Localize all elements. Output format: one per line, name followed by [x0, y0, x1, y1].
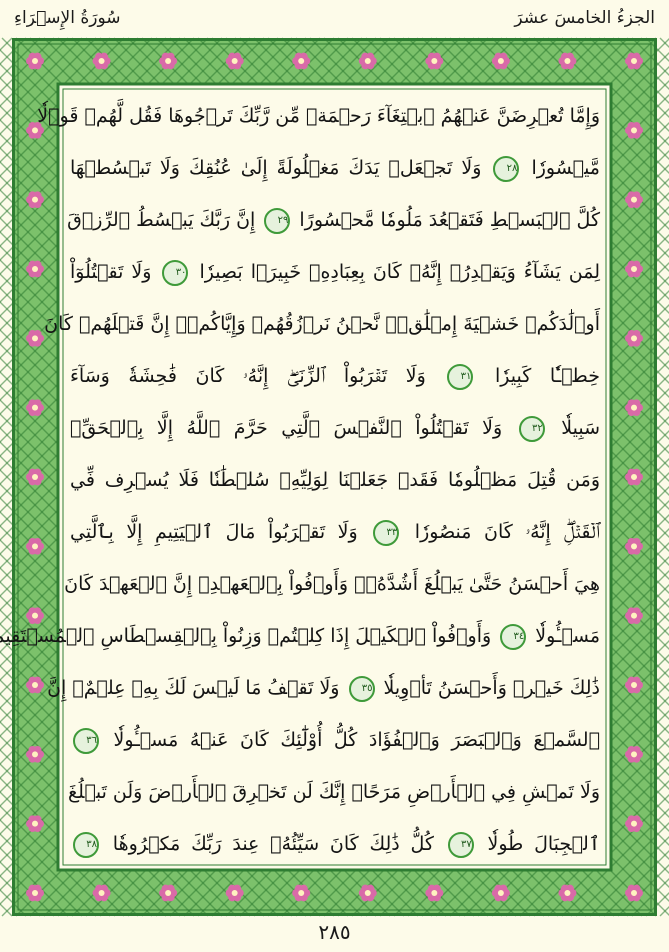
verse-text: سَبِيلٗا: [561, 417, 600, 439]
frame-flower-center: [298, 58, 304, 64]
frame-flower-center: [32, 197, 38, 203]
ayah-number-marker: ٣٦: [73, 728, 99, 754]
frame-flower-center: [365, 890, 371, 896]
verse-line: [70, 764, 600, 821]
frame-flower-center: [498, 890, 504, 896]
verse-line: [70, 452, 600, 509]
ayah-number-marker: ٣٥: [349, 676, 375, 702]
frame-flower-center: [631, 682, 637, 688]
verse-line: [70, 348, 600, 405]
frame-flower-center: [32, 335, 38, 341]
verse-text: وَلَا تَقۡرَبُواْ مَالَ ٱلۡيَتِيمِ إِلَّا بِٱلَّتِي: [70, 521, 358, 543]
ayah-number-marker: ٣٨: [73, 832, 99, 858]
verse-text: وَإِمَّا تُعۡرِضَنَّ عَنۡهُمُ ٱبۡتِغَآءَ رَحۡمَةٖ مِّن رَّبِّكَ تَرۡجُوهَا فَقُل لَّهُمۡ قَوۡلٗا: [37, 105, 600, 127]
frame-flower-center: [298, 890, 304, 896]
verse-text: وَمَن قُتِلَ مَظۡلُومٗا فَقَدۡ جَعَلۡنَا لِوَلِيِّهِۦ سُلۡطَٰنٗا فَلَا يُسۡرِف فِّي: [70, 469, 600, 491]
ayah-number-marker: ٢٩: [264, 208, 290, 234]
ayah-number-marker: ٣١: [447, 364, 473, 390]
frame-flower-center: [32, 266, 38, 272]
frame-flower-center: [431, 890, 437, 896]
frame-flower-center: [232, 890, 238, 896]
verse-line: [64, 556, 600, 613]
frame-flower-center: [32, 821, 38, 827]
frame-flower-center: [365, 58, 371, 64]
page-header: [0, 0, 669, 38]
verse-text: خِطۡـٔٗا كَبِيرٗا: [495, 365, 600, 387]
frame-flower-center: [165, 890, 171, 896]
verse-line: [67, 192, 600, 249]
verse-line: [70, 244, 600, 301]
frame-flower-center: [32, 58, 38, 64]
verse-text: وَلَا تَمۡشِ فِي ٱلۡأَرۡضِ مَرَحًاۖ إِنَّكَ لَن تَخۡرِقَ ٱلۡأَرۡضَ وَلَن تَبۡلُغَ: [68, 781, 600, 803]
verse-text: مَّيۡسُورٗا: [531, 157, 600, 179]
frame-flower-center: [631, 890, 637, 896]
verse-line: [0, 608, 600, 665]
frame-flower-center: [631, 613, 637, 619]
ayah-number-marker: ٣٢: [519, 416, 545, 442]
verse-text: كُلُّ ذَٰلِكَ كَانَ سَيِّئُهُۥ عِندَ رَبِّكَ مَكۡرُوهٗا: [112, 833, 434, 855]
frame-flower-center: [631, 266, 637, 272]
juz-label: الجزءُ الخامسَ عشرَ: [514, 8, 655, 28]
frame-flower-center: [631, 58, 637, 64]
verse-text: مَسۡـُٔولٗا: [535, 625, 600, 647]
verse-text: ذَٰلِكَ خَيۡرٞ وَأَحۡسَنُ تَأۡوِيلٗا: [383, 677, 600, 699]
verse-text: وَلَا تَجۡعَلۡ يَدَكَ مَغۡلُولَةً إِلَىٰ عُنُقِكَ وَلَا تَبۡسُطۡهَا: [70, 157, 482, 179]
frame-flower-center: [32, 543, 38, 549]
frame-flower-center: [32, 405, 38, 411]
frame-flower-center: [564, 58, 570, 64]
frame-flower-center: [99, 58, 105, 64]
verse-text: وَأَوۡفُواْ ٱلۡكَيۡلَ إِذَا كِلۡتُمۡ وَزِنُواْ بِٱلۡقِسۡطَاسِ ٱلۡمُسۡتَقِيمِۚ: [0, 625, 492, 647]
frame-flower-center: [631, 821, 637, 827]
page-number: ٢٨٥: [318, 920, 351, 944]
verse-line: [47, 660, 600, 717]
verse-text: لِمَن يَشَآءُ وَيَقۡدِرُۚ إِنَّهُۥ كَانَ بِعِبَادِهِۦ خَبِيرَۢا بَصِيرٗا: [199, 261, 600, 283]
ayah-number-marker: ٣٧: [448, 832, 474, 858]
verse-line: [70, 816, 600, 873]
verse-text: ٱلۡجِبَالَ طُولٗا: [487, 833, 600, 855]
frame-flower-center: [631, 751, 637, 757]
frame-flower-center: [99, 890, 105, 896]
frame-flower-center: [32, 751, 38, 757]
frame-flower-center: [631, 543, 637, 549]
frame-flower-center: [631, 127, 637, 133]
verse-text: هِيَ أَحۡسَنُ حَتَّىٰ يَبۡلُغَ أَشُدَّهُۥۚ وَأَوۡفُواْ بِٱلۡعَهۡدِۖ إِنَّ ٱلۡعَهۡدَ كَانَ: [64, 573, 600, 595]
verse-line: [70, 712, 600, 769]
frame-flower-center: [631, 474, 637, 480]
ayah-number-marker: ٣٣: [373, 520, 399, 546]
ayah-number-marker: ٣٤: [500, 624, 526, 650]
verse-line: [37, 88, 600, 145]
verse-text: وَلَا تَقۡفُ مَا لَيۡسَ لَكَ بِهِۦ عِلۡمٌۚ إِنَّ: [47, 677, 340, 699]
frame-flower-center: [631, 335, 637, 341]
frame-flower-center: [32, 890, 38, 896]
verse-text: إِنَّ رَبَّكَ يَبۡسُطُ ٱلرِّزۡقَ: [67, 209, 256, 231]
frame-flower-center: [564, 890, 570, 896]
frame-flower-center: [631, 197, 637, 203]
ayah-number-marker: ٣٠: [162, 260, 188, 286]
surah-name: سُورَةُ الإِسۡرَاءِ: [14, 8, 121, 28]
verse-line: [70, 140, 600, 197]
frame-flower-center: [232, 58, 238, 64]
verse-line: [70, 400, 600, 457]
frame-flower-center: [631, 405, 637, 411]
verse-text: وَلَا تَقۡرَبُواْ ٱلزِّنَىٰٓۖ إِنَّهُۥ كَانَ فَٰحِشَةٗ وَسَآءَ: [70, 365, 426, 387]
verse-text: ٱلسَّمۡعَ وَٱلۡبَصَرَ وَٱلۡفُؤَادَ كُلُّ أُوْلَٰٓئِكَ كَانَ عَنۡهُ مَسۡـُٔولٗا: [113, 729, 600, 751]
quran-text-block: [0, 88, 601, 868]
verse-text: أَوۡلَٰدَكُمۡ خَشۡيَةَ إِمۡلَٰقٖۖ نَّحۡنُ نَرۡزُقُهُمۡ وَإِيَّاكُمۡۚ إِنَّ قَتۡلَهُمۡ كَانَ: [44, 313, 600, 335]
frame-flower-center: [32, 474, 38, 480]
verse-text: كُلَّ ٱلۡبَسۡطِ فَتَقۡعُدَ مَلُومٗا مَّحۡسُورًا: [299, 209, 600, 231]
frame-flower-center: [32, 682, 38, 688]
ayah-number-marker: ٢٨: [493, 156, 519, 182]
frame-flower-center: [165, 58, 171, 64]
verse-line: [70, 504, 600, 561]
verse-text: وَلَا تَقۡتُلُوٓاْ: [70, 261, 152, 283]
verse-text: وَلَا تَقۡتُلُواْ ٱلنَّفۡسَ ٱلَّتِي حَرَّمَ ٱللَّهُ إِلَّا بِٱلۡحَقِّۗ: [70, 417, 503, 439]
verse-text: ٱلۡقَتۡلِۖ إِنَّهُۥ كَانَ مَنصُورٗا: [414, 521, 601, 543]
frame-flower-center: [431, 58, 437, 64]
verse-line: [44, 296, 600, 353]
frame-flower-center: [498, 58, 504, 64]
